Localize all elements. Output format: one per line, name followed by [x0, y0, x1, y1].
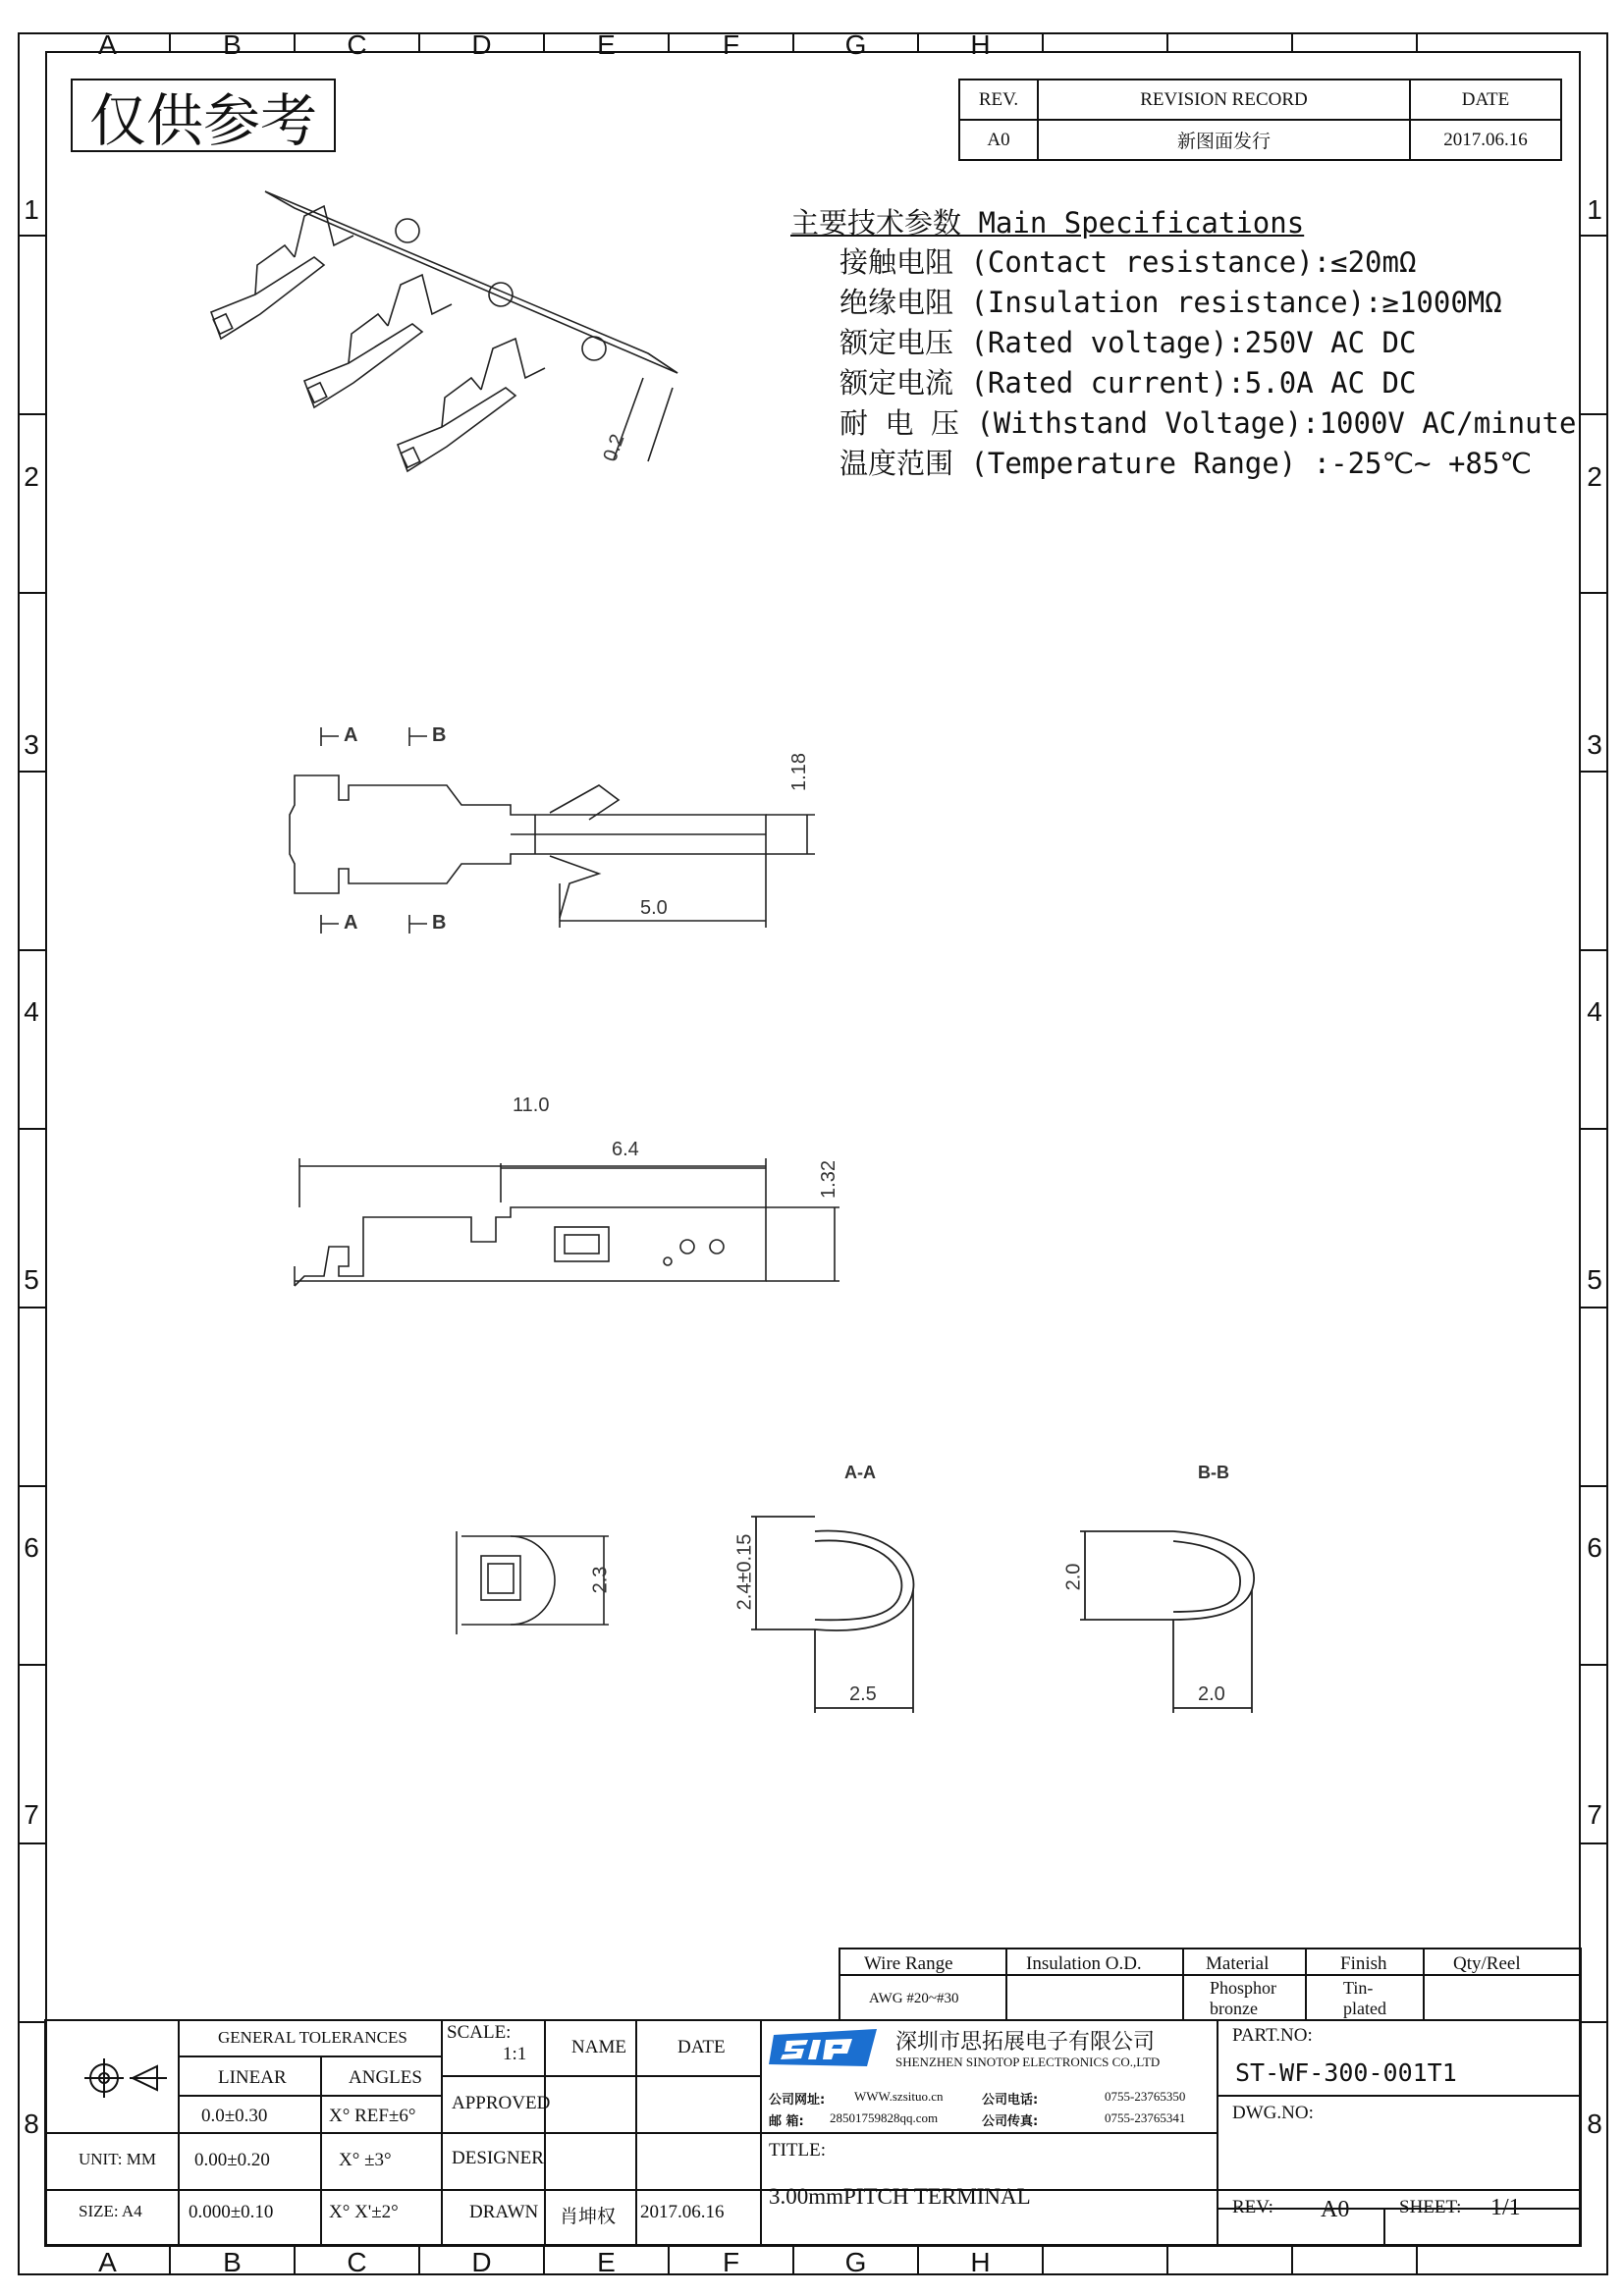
sheet-value: 1/1: [1490, 2195, 1521, 2220]
zone-col-g: G: [844, 2247, 867, 2277]
rev-label: REV:: [1232, 2197, 1273, 2217]
title-label: TITLE:: [769, 2140, 827, 2161]
drawn-name: 肖坤权: [560, 2206, 617, 2227]
zone-col-b: B: [223, 29, 242, 60]
product-material: Phosphor bronze: [1210, 1978, 1277, 2018]
title-value: 3.00mmPITCH TERMINAL: [769, 2184, 1031, 2209]
dim-side-partial: 6.4: [612, 1139, 639, 1160]
spec-line: 接触电阻 (Contact resistance):≤20mΩ: [839, 245, 1417, 279]
sheet-label: SHEET:: [1399, 2197, 1462, 2217]
dim-iso-thickness: 0.2: [599, 431, 629, 465]
zone-row-5: 5: [1587, 1264, 1602, 1295]
top-view: [290, 727, 815, 934]
general-tolerances: GENERAL TOLERANCES: [218, 2028, 407, 2047]
spec-line: 额定电流 (Rated current):5.0A AC DC: [839, 366, 1417, 400]
drawn-label: DRAWN: [469, 2202, 539, 2222]
zone-row-2: 2: [24, 461, 39, 492]
date-value: 2017.06.16: [1409, 119, 1562, 161]
scale-value: 1:1: [503, 2044, 527, 2064]
section-bb: [1080, 1531, 1254, 1713]
isometric-view: [211, 191, 677, 471]
tol-linear-3: 0.000±0.10: [189, 2202, 274, 2222]
rev-header: REV.: [958, 79, 1039, 121]
dim-end-height: 2.3: [589, 1566, 612, 1594]
zone-row-6: 6: [1587, 1532, 1602, 1563]
section-aa-label: A-A: [844, 1463, 876, 1482]
section-marker-a: A: [344, 912, 358, 934]
unit-label: UNIT: MM: [79, 2150, 156, 2168]
dim-bb-width: 2.0: [1198, 1683, 1225, 1705]
email-value: 28501759828qq.com: [830, 2110, 939, 2125]
dim-side-height: 1.32: [817, 1160, 839, 1199]
reference-only-stamp: [71, 79, 336, 152]
zone-col-e: E: [597, 29, 616, 60]
product-header-qty: Qty/Reel: [1453, 1953, 1521, 1974]
linear-header: LINEAR: [218, 2067, 287, 2088]
part-no-label: PART.NO:: [1232, 2025, 1313, 2046]
zone-col-d: D: [471, 2247, 492, 2277]
revision-record-header: REVISION RECORD: [1037, 79, 1411, 121]
section-marker-a: A: [344, 724, 358, 746]
zone-col-d: D: [471, 29, 492, 60]
zone-col-f: F: [722, 29, 740, 60]
zone-row-6: 6: [24, 1532, 39, 1563]
dim-aa-height: 2.4±0.15: [733, 1533, 756, 1611]
email-label: 邮 箱:: [769, 2114, 804, 2129]
spec-line: 温度范围 (Temperature Range) :-25℃~ +85℃: [839, 447, 1532, 480]
product-header-insulation: Insulation O.D.: [1026, 1953, 1142, 1974]
date-header: DATE: [1409, 79, 1562, 121]
zone-row-2: 2: [1587, 461, 1602, 492]
tol-linear-2: 0.00±0.20: [194, 2150, 270, 2170]
product-header-wire-range: Wire Range: [864, 1953, 953, 1974]
spec-line: 耐 电 压 (Withstand Voltage):1000V AC/minute: [839, 406, 1577, 440]
tol-angle-3: X° X'±2°: [329, 2202, 399, 2222]
zone-col-a: A: [98, 29, 117, 60]
section-bb-label: B-B: [1198, 1463, 1229, 1482]
part-no-value: ST-WF-300-001T1: [1235, 2058, 1457, 2087]
dim-top-length: 5.0: [640, 897, 668, 919]
product-wire-range: AWG #20~#30: [869, 1991, 959, 2006]
zone-row-5: 5: [24, 1264, 39, 1295]
section-aa: [751, 1517, 913, 1713]
name-header: NAME: [571, 2037, 626, 2057]
zone-row-4: 4: [1587, 996, 1602, 1027]
drawn-date: 2017.06.16: [640, 2202, 725, 2222]
product-finish: Tin-plated: [1343, 1978, 1386, 2018]
zone-row-8: 8: [24, 2109, 39, 2139]
fax-label: 公司传真:: [982, 2114, 1039, 2129]
tol-angle-1: X° REF±6°: [329, 2106, 416, 2126]
rev-value: A0: [958, 119, 1039, 161]
dim-side-total: 11.0: [513, 1095, 550, 1116]
scale-label: SCALE:: [447, 2022, 512, 2043]
fax-value: 0755-23765341: [1105, 2110, 1186, 2125]
angles-header: ANGLES: [349, 2067, 422, 2088]
date-header: DATE: [677, 2037, 726, 2057]
tol-linear-1: 0.0±0.30: [201, 2106, 268, 2126]
specs-title: 主要技术参数 Main Specifications: [790, 206, 1305, 240]
stamp-text: 仅供参考: [88, 86, 317, 154]
phone-value: 0755-23765350: [1105, 2089, 1186, 2104]
spec-line: 额定电压 (Rated voltage):250V AC DC: [839, 326, 1417, 359]
zone-row-7: 7: [24, 1799, 39, 1830]
zone-col-h: H: [970, 2247, 991, 2277]
revision-record-value: 新图面发行: [1037, 119, 1411, 161]
zone-row-4: 4: [24, 996, 39, 1027]
dwg-no-label: DWG.NO:: [1232, 2103, 1314, 2123]
zone-row-1: 1: [1587, 194, 1602, 225]
zone-col-g: G: [844, 29, 867, 60]
zone-row-7: 7: [1587, 1799, 1602, 1830]
website-label: 公司网址:: [769, 2093, 826, 2108]
zone-row-3: 3: [24, 729, 39, 760]
side-view: [295, 1158, 839, 1286]
dim-aa-width: 2.5: [849, 1683, 877, 1705]
dim-bb-height: 2.0: [1062, 1563, 1085, 1591]
company-name-en: SHENZHEN SINOTOP ELECTRONICS CO.,LTD: [895, 2055, 1161, 2069]
zone-col-f: F: [722, 2247, 740, 2277]
zone-col-a: A: [98, 2247, 117, 2277]
dim-top-height: 1.18: [787, 753, 810, 791]
phone-label: 公司电话:: [982, 2093, 1039, 2108]
zone-row-1: 1: [24, 194, 39, 225]
website-value: WWW.szsituo.cn: [854, 2089, 944, 2104]
spec-line: 绝缘电阻 (Insulation resistance):≥1000MΩ: [839, 286, 1502, 319]
section-marker-b: B: [432, 724, 447, 746]
company-name-cn: 深圳市思拓展电子有限公司: [895, 2030, 1156, 2055]
rev-value: A0: [1321, 2197, 1350, 2222]
end-view: [457, 1531, 609, 1634]
product-header-material: Material: [1206, 1953, 1270, 1974]
tol-angle-2: X° ±3°: [339, 2150, 392, 2170]
size-label: SIZE: A4: [79, 2202, 142, 2220]
projection-symbol-icon: [84, 2058, 167, 2098]
section-marker-b: B: [432, 912, 447, 934]
product-header-finish: Finish: [1340, 1953, 1387, 1974]
zone-col-h: H: [970, 29, 991, 60]
zone-row-8: 8: [1587, 2109, 1602, 2139]
designer-label: DESIGNER: [452, 2148, 544, 2168]
zone-col-c: C: [347, 29, 367, 60]
zone-row-3: 3: [1587, 729, 1602, 760]
approved-label: APPROVED: [452, 2093, 551, 2113]
zone-col-c: C: [347, 2247, 367, 2277]
zone-col-b: B: [223, 2247, 242, 2277]
company-logo: [769, 2027, 887, 2068]
zone-col-e: E: [597, 2247, 616, 2277]
